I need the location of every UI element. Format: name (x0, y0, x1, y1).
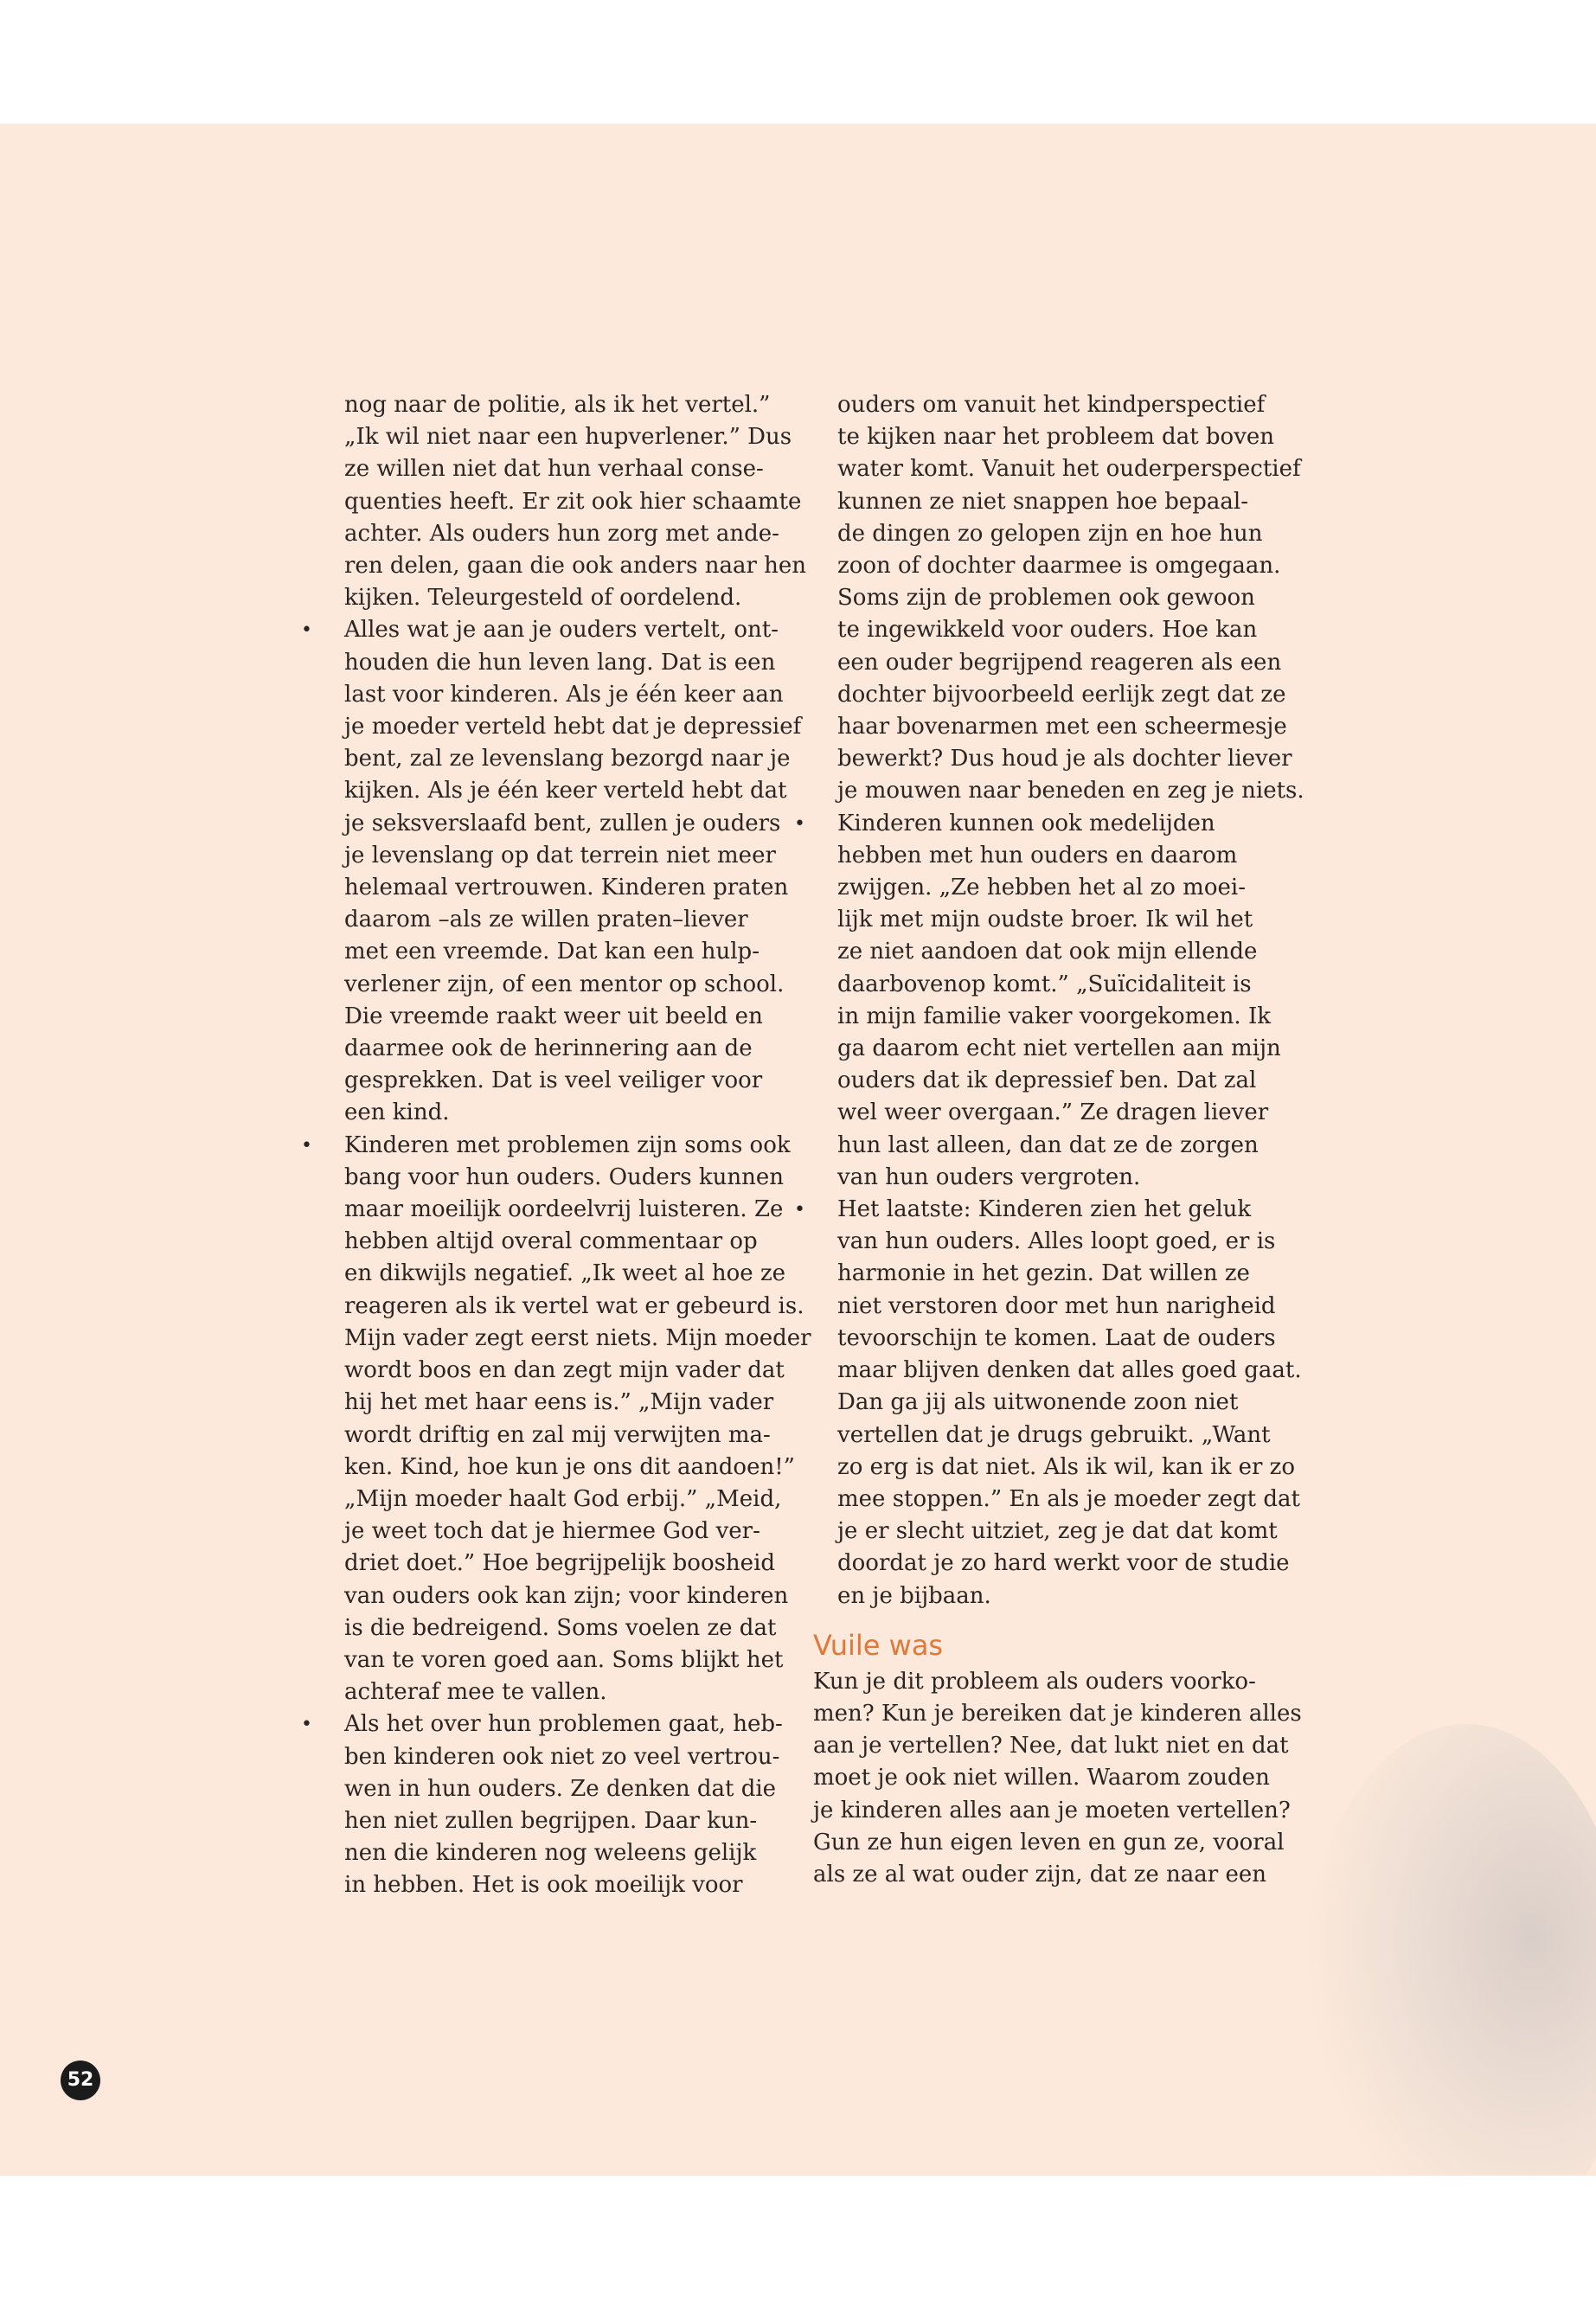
line-text: van hun ouders. Alles loopt goed, er is (837, 1228, 1276, 1255)
bullet-icon: • (301, 619, 312, 642)
left-text-column (301, 389, 811, 1902)
text-line (320, 1773, 809, 1805)
line-text: hun last alleen, dan dat ze de zorgen (837, 1131, 1259, 1158)
line-text: maar blijven denken dat alles goed gaat. (837, 1357, 1302, 1384)
text-line (813, 1580, 1315, 1612)
text-line (320, 421, 809, 453)
text-line (320, 1355, 809, 1387)
text-line (813, 1130, 1315, 1162)
line-text: hij het met haar eens is.” „Mijn vader (344, 1389, 774, 1416)
line-text: ga daarom echt niet vertellen aan mijn (837, 1035, 1281, 1062)
text-line (320, 969, 809, 1001)
line-text: last voor kinderen. Als je één keer aan (344, 681, 784, 708)
text-line (320, 1676, 809, 1708)
line-text: ouders dat ik depressief ben. Dat zal (837, 1067, 1257, 1094)
text-line (813, 1291, 1315, 1323)
text-line: je kinderen alles aan je moeten vertellen? (813, 1797, 1291, 1823)
line-text: Soms zijn de problemen ook gewoon (837, 585, 1255, 612)
line-text: hen niet zullen begrijpen. Daar kun- (344, 1807, 758, 1834)
line-text: daarbovenop komt.” „Suïcidaliteit is (837, 971, 1252, 997)
line-text: water komt. Vanuit het ouderperspectief (837, 456, 1301, 483)
text-line (320, 1869, 809, 1901)
text-line (320, 872, 809, 904)
bullet-icon: • (794, 1199, 805, 1221)
line-text: Alles wat je aan je ouders vertelt, ont- (344, 617, 779, 644)
text-line (320, 486, 809, 518)
text-line (813, 1516, 1315, 1548)
text-line (320, 1033, 809, 1065)
text-line (813, 936, 1315, 968)
text-line (320, 1452, 809, 1484)
line-text: bent, zal ze levenslang bezorgd naar je (344, 746, 791, 772)
text-line (320, 840, 809, 872)
bullet-list-item-line (794, 1194, 1315, 1226)
text-line (320, 1484, 809, 1516)
line-text: verlener zijn, of een mentor op school. (344, 971, 785, 997)
line-text: achteraf mee te vallen. (344, 1679, 607, 1706)
line-text: kijken. Teleurgesteld of oordelend. (344, 585, 742, 612)
text-line (813, 647, 1315, 679)
line-text: hebben met hun ouders en daarom (837, 842, 1238, 868)
line-text: je er slecht uitziet, zeg je dat dat komt (837, 1518, 1278, 1545)
line-text: je moeder verteld hebt dat je depressief (344, 714, 802, 740)
text-line (320, 679, 809, 711)
text-line (813, 679, 1315, 711)
text-line (813, 1548, 1315, 1580)
line-text: Als het over hun problemen gaat, heb- (344, 1711, 783, 1738)
line-text: Het laatste: Kinderen zien het geluk (837, 1196, 1252, 1223)
text-line (320, 582, 809, 614)
text-line: aan je vertellen? Nee, dat lukt niet en dat (813, 1733, 1289, 1759)
text-line (813, 1258, 1315, 1290)
line-text: van te voren goed aan. Soms blijkt het (344, 1646, 784, 1673)
text-line (320, 1548, 809, 1580)
line-text: te kijken naar het probleem dat boven (837, 424, 1275, 451)
text-line (813, 1484, 1315, 1516)
text-line (320, 1741, 809, 1773)
line-text: „Ik wil niet naar een hupverlener.” Dus (344, 424, 792, 451)
text-line (320, 1516, 809, 1548)
line-text: bang voor hun ouders. Ouders kunnen (344, 1163, 784, 1190)
text-line (320, 1001, 809, 1033)
line-text: en dikwijls negatief. „Ik weet al hoe ze (344, 1260, 786, 1287)
text-line (813, 421, 1315, 453)
text-line (813, 518, 1315, 550)
line-text: haar bovenarmen met een scheermesje (837, 714, 1287, 740)
right-text-column (794, 389, 1315, 1891)
text-line (320, 775, 809, 807)
text-line (813, 1162, 1315, 1194)
text-line (813, 582, 1315, 614)
line-text: je weet toch dat je hiermee God ver- (344, 1518, 760, 1545)
line-text: wen in hun ouders. Ze denken dat die (344, 1775, 777, 1802)
line-text: kijken. Als je één keer verteld hebt dat (344, 778, 787, 804)
text-line (813, 1420, 1315, 1452)
line-text: „Mijn moeder haalt God erbij.” „Meid, (344, 1485, 782, 1512)
text-line (813, 1001, 1315, 1033)
line-text: wordt driftig en zal mij verwijten ma- (344, 1421, 771, 1448)
line-text: wel weer overgaan.” Ze dragen liever (837, 1099, 1269, 1126)
line-text: Kinderen kunnen ook medelijden (837, 810, 1215, 836)
text-line (320, 936, 809, 968)
right-column-body (794, 389, 1315, 1612)
text-line (813, 904, 1315, 936)
text-line (320, 1837, 809, 1869)
line-text: met een vreemde. Dat kan een hulp- (344, 939, 760, 965)
line-text: quenties heeft. Er zit ook hier schaamte (344, 488, 802, 515)
text-line (813, 1387, 1315, 1419)
text-line (320, 453, 809, 485)
text-line (320, 1420, 809, 1452)
text-line (813, 1452, 1315, 1484)
line-text: en je bijbaan. (837, 1582, 991, 1609)
line-text: een ouder begrijpend reageren als een (837, 649, 1282, 676)
line-text: mee stoppen.” En als je moeder zegt dat (837, 1485, 1300, 1512)
line-text: ze niet aandoen dat ook mijn ellende (837, 939, 1258, 965)
line-text: nog naar de politie, als ik het vertel.” (344, 392, 771, 418)
line-text: harmonie in het gezin. Dat willen ze (837, 1260, 1250, 1287)
text-line (320, 808, 809, 840)
text-line (320, 1097, 809, 1129)
text-line (320, 1644, 809, 1676)
line-text: zoon of dochter daarmee is omgegaan. (837, 553, 1281, 580)
text-line (320, 1258, 809, 1290)
text-line (813, 1323, 1315, 1355)
text-line (320, 1194, 809, 1226)
text-line (813, 872, 1315, 904)
line-text: de dingen zo gelopen zijn en hoe hun (837, 520, 1263, 547)
decorative-smudge (1302, 1724, 1596, 2176)
text-line (320, 743, 809, 775)
text-line (813, 453, 1315, 485)
page-number-badge: 52 (61, 2061, 100, 2100)
text-line (320, 1226, 809, 1258)
bullet-icon: • (301, 1714, 312, 1736)
line-text: ken. Kind, hoe kun je ons dit aandoen!” (344, 1453, 795, 1480)
text-line (813, 1226, 1315, 1258)
text-line (813, 743, 1315, 775)
text-line (813, 486, 1315, 518)
text-line (320, 647, 809, 679)
line-text: niet verstoren door met hun narigheid (837, 1292, 1276, 1319)
text-line (320, 1805, 809, 1837)
text-line (813, 969, 1315, 1001)
line-text: van ouders ook kan zijn; voor kinderen (344, 1582, 789, 1609)
text-line (320, 711, 809, 743)
line-text: driet doet.” Hoe begrijpelijk boosheid (344, 1550, 776, 1577)
text-line (320, 1323, 809, 1355)
text-line (320, 550, 809, 582)
text-line (813, 711, 1315, 743)
text-line (320, 1291, 809, 1323)
text-line: men? Kun je bereiken dat je kinderen alles (813, 1700, 1302, 1727)
line-text: is die bedreigend. Soms voelen ze dat (344, 1614, 777, 1641)
line-text: daarom –als ze willen praten–liever (344, 907, 748, 933)
text-line (813, 775, 1315, 807)
line-text: houden die hun leven lang. Dat is een (344, 649, 776, 676)
line-text: kunnen ze niet snappen hoe bepaal- (837, 488, 1248, 515)
line-text: maar moeilijk oordeelvrij luisteren. Ze (344, 1196, 784, 1223)
line-text: lijk met mijn oudste broer. Ik wil het (837, 907, 1253, 933)
bullet-list-item-line (301, 1130, 809, 1162)
line-text: nen die kinderen nog weleens gelijk (344, 1840, 757, 1867)
text-line (813, 550, 1315, 582)
line-text: vertellen dat je drugs gebruikt. „Want (837, 1421, 1271, 1448)
bullet-list-item-line (301, 614, 809, 646)
text-line (320, 1162, 809, 1194)
bullet-icon: • (301, 1134, 312, 1157)
text-line (320, 1387, 809, 1419)
line-text: hebben altijd overal commentaar op (344, 1228, 758, 1255)
line-text: gesprekken. Dat is veel veiliger voor (344, 1067, 763, 1094)
line-text: Kinderen met problemen zijn soms ook (344, 1131, 791, 1158)
text-line (320, 904, 809, 936)
line-text: in mijn familie vaker voorgekomen. Ik (837, 1003, 1271, 1029)
text-line (320, 518, 809, 550)
line-text: dochter bijvoorbeeld eerlijk zegt dat ze (837, 681, 1286, 708)
text-line: als ze al wat ouder zijn, dat ze naar een (813, 1861, 1266, 1888)
line-text: reageren als ik vertel wat er gebeurd is. (344, 1292, 804, 1319)
text-line (320, 1065, 809, 1097)
line-text: tevoorschijn te komen. Laat de ouders (837, 1324, 1276, 1351)
right-column-section-body (813, 1666, 1315, 1891)
section-heading: Vuile was (813, 1628, 944, 1662)
text-line (813, 840, 1315, 872)
line-text: een kind. (344, 1099, 450, 1126)
line-text: je levenslang op dat terrein niet meer (344, 842, 776, 868)
text-line: Gun ze hun eigen leven en gun ze, vooral (813, 1829, 1285, 1856)
text-line (320, 389, 809, 421)
line-text: je seksverslaafd bent, zullen je ouders (344, 810, 781, 836)
line-text: zwijgen. „Ze hebben het al zo moei- (837, 875, 1246, 901)
line-text: wordt boos en dan zegt mijn vader dat (344, 1357, 785, 1384)
bullet-list-item-line (301, 1708, 809, 1740)
line-text: zo erg is dat niet. Als ik wil, kan ik er zo (837, 1453, 1296, 1480)
text-line (320, 1580, 809, 1612)
line-text: bewerkt? Dus houd je als dochter liever (837, 746, 1292, 772)
text-line (813, 1355, 1315, 1387)
line-text: Dan ga jij als uitwonende zoon niet (837, 1389, 1239, 1416)
text-line (813, 614, 1315, 646)
line-text: ren delen, gaan die ook anders naar hen (344, 553, 807, 580)
text-line: Kun je dit probleem als ouders voorko- (813, 1668, 1256, 1695)
line-text: Die vreemde raakt weer uit beeld en (344, 1003, 763, 1029)
line-text: je mouwen naar beneden en zeg je niets. (837, 778, 1304, 804)
bullet-list-item-line (794, 808, 1315, 840)
line-text: helemaal vertrouwen. Kinderen praten (344, 875, 789, 901)
text-line (813, 1097, 1315, 1129)
line-text: ben kinderen ook niet zo veel vertrou- (344, 1743, 780, 1770)
line-text: van hun ouders vergroten. (837, 1163, 1141, 1190)
line-text: Mijn vader zegt eerst niets. Mijn moeder (344, 1324, 811, 1351)
line-text: te ingewikkeld voor ouders. Hoe kan (837, 617, 1258, 644)
line-text: ze willen niet dat hun verhaal conse- (344, 456, 764, 483)
line-text: daarmee ook de herinnering aan de (344, 1035, 753, 1062)
text-line (813, 1065, 1315, 1097)
text-line (813, 1033, 1315, 1065)
bullet-icon: • (794, 812, 805, 835)
line-text: achter. Als ouders hun zorg met ande- (344, 520, 779, 547)
text-line (813, 389, 1315, 421)
text-line (320, 1612, 809, 1644)
text-line: moet je ook niet willen. Waarom zouden (813, 1765, 1270, 1791)
line-text: doordat je zo hard werkt voor de studie (837, 1550, 1290, 1577)
line-text: in hebben. Het is ook moeilijk voor (344, 1872, 743, 1899)
line-text: ouders om vanuit het kindperspectief (837, 392, 1266, 418)
